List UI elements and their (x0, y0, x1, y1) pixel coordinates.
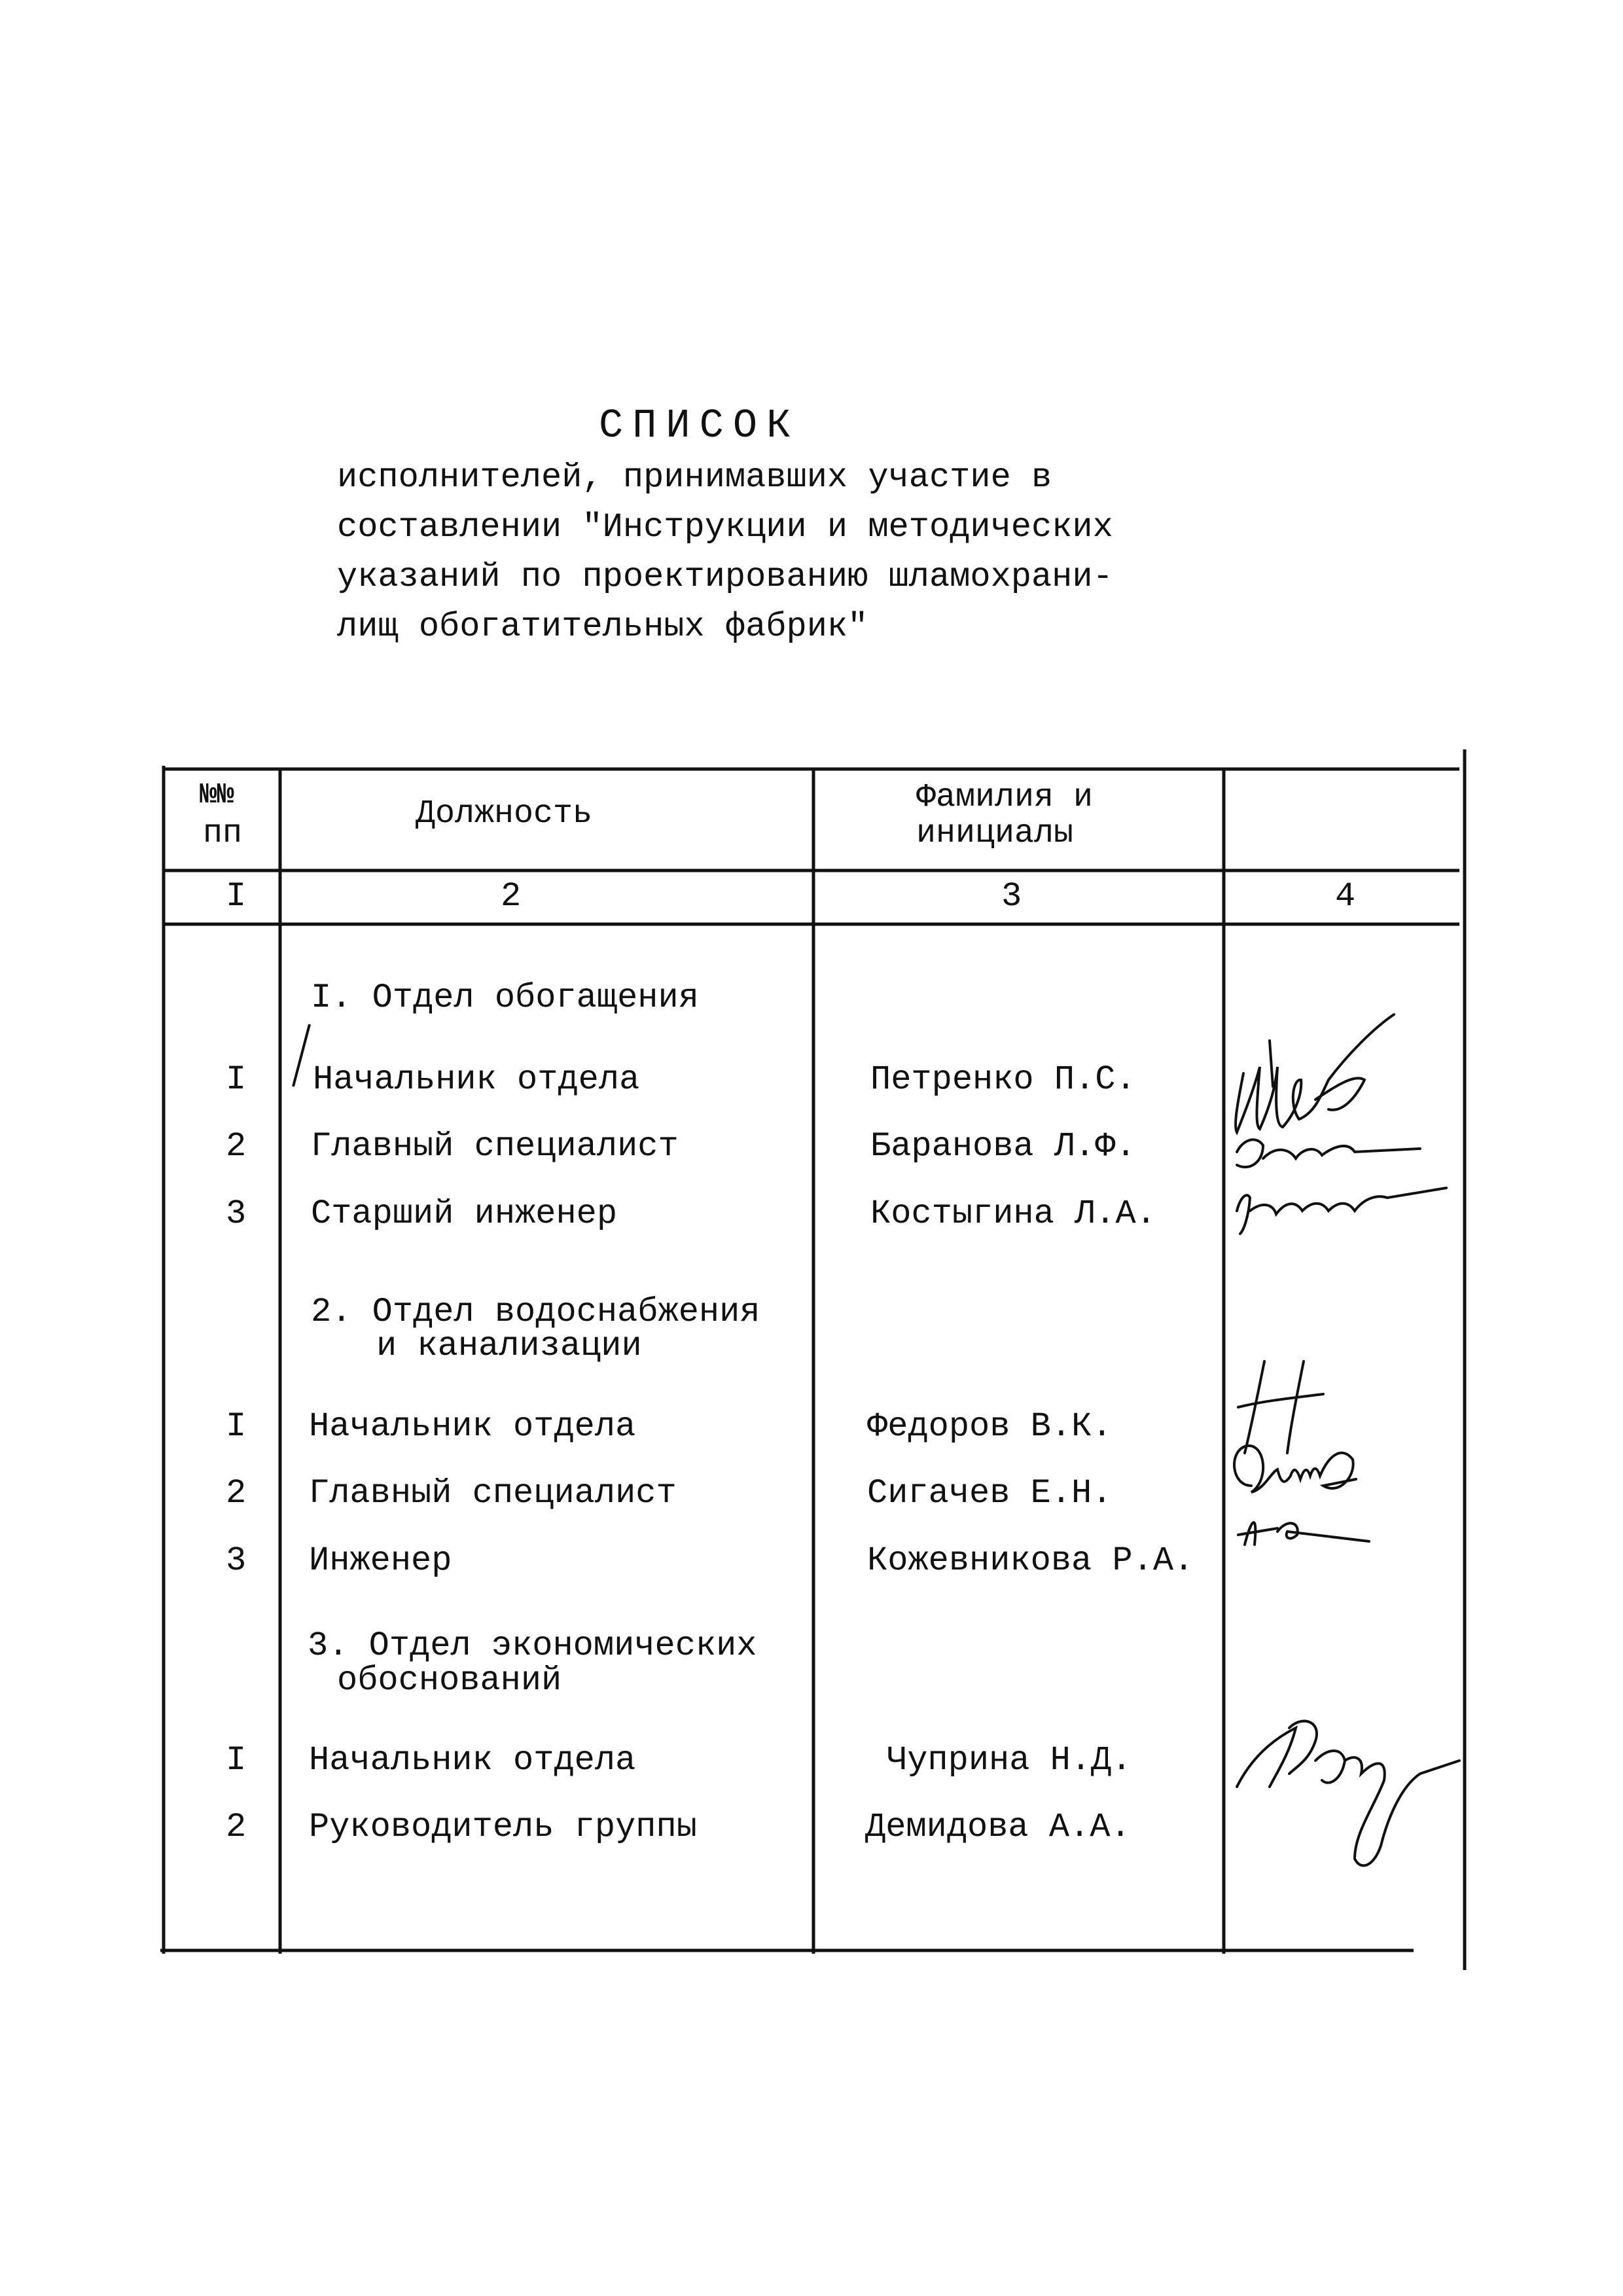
row-number: I (226, 1407, 247, 1446)
column-number-2: 2 (501, 877, 522, 916)
row-position: Руководитель группы (309, 1808, 697, 1846)
row-number: 2 (226, 1474, 247, 1513)
subtitle-line-4: лищ обогатительных фабрик" (337, 607, 868, 646)
signature-section-3 (1224, 1702, 1479, 1878)
document-title: СПИСОК (599, 403, 800, 449)
row-name: Демидова А.А. (865, 1808, 1131, 1846)
row-number: I (226, 1060, 247, 1099)
row-number: 3 (226, 1541, 247, 1580)
row-position: Старший инженер (311, 1194, 618, 1233)
row-name: Баранова Л.Ф. (870, 1127, 1136, 1166)
header-num-line-2: пп (203, 815, 243, 852)
signatures-section-1 (1224, 1001, 1466, 1276)
row-name: Кожевникова Р.А. (867, 1541, 1194, 1580)
row-position: Начальник отдела (309, 1407, 636, 1446)
row-name: Костыгина Л.А. (870, 1194, 1156, 1233)
row-position: Главный специалист (309, 1474, 677, 1513)
subtitle-line-3: указаний по проектированию шламохрани- (337, 558, 1113, 596)
section-title-continued: и канализации (376, 1327, 642, 1365)
row-position: Начальник отдела (313, 1060, 640, 1099)
section-title-continued: обоснований (337, 1661, 562, 1700)
subtitle-line-2: составлении "Инструкции и методических (337, 508, 1113, 547)
pen-mark (287, 1021, 319, 1093)
row-position: Инженер (309, 1541, 452, 1580)
section-title: I. Отдел обогащения (311, 978, 699, 1017)
row-name: Петренко П.С. (870, 1060, 1136, 1099)
row-number: 2 (226, 1127, 247, 1166)
row-number: 2 (226, 1808, 247, 1846)
row-position: Главный специалист (311, 1127, 679, 1166)
section-title: 3. Отдел экономических (308, 1626, 757, 1665)
row-position: Начальник отдела (309, 1741, 636, 1780)
row-name: Сигачев Е.Н. (867, 1474, 1113, 1513)
row-name: Чуприна Н.Д. (887, 1741, 1132, 1780)
header-num-line-1: №№ (200, 779, 234, 812)
row-number: I (226, 1741, 247, 1780)
column-number-1: I (226, 877, 247, 916)
header-name-line-2: инициалы (916, 815, 1074, 852)
row-number: 3 (226, 1194, 247, 1233)
header-name-line-1: Фамилия и (916, 779, 1094, 816)
header-position: Должность (416, 795, 593, 833)
column-number-4: 4 (1335, 877, 1356, 916)
row-name: Федоров В.К. (867, 1407, 1113, 1446)
section-title: 2. Отдел водоснабжения (311, 1293, 760, 1331)
signatures-section-2 (1225, 1355, 1448, 1577)
subtitle-line-1: исполнителей, принимавших участие в (337, 458, 1052, 497)
column-number-3: 3 (1001, 877, 1022, 916)
